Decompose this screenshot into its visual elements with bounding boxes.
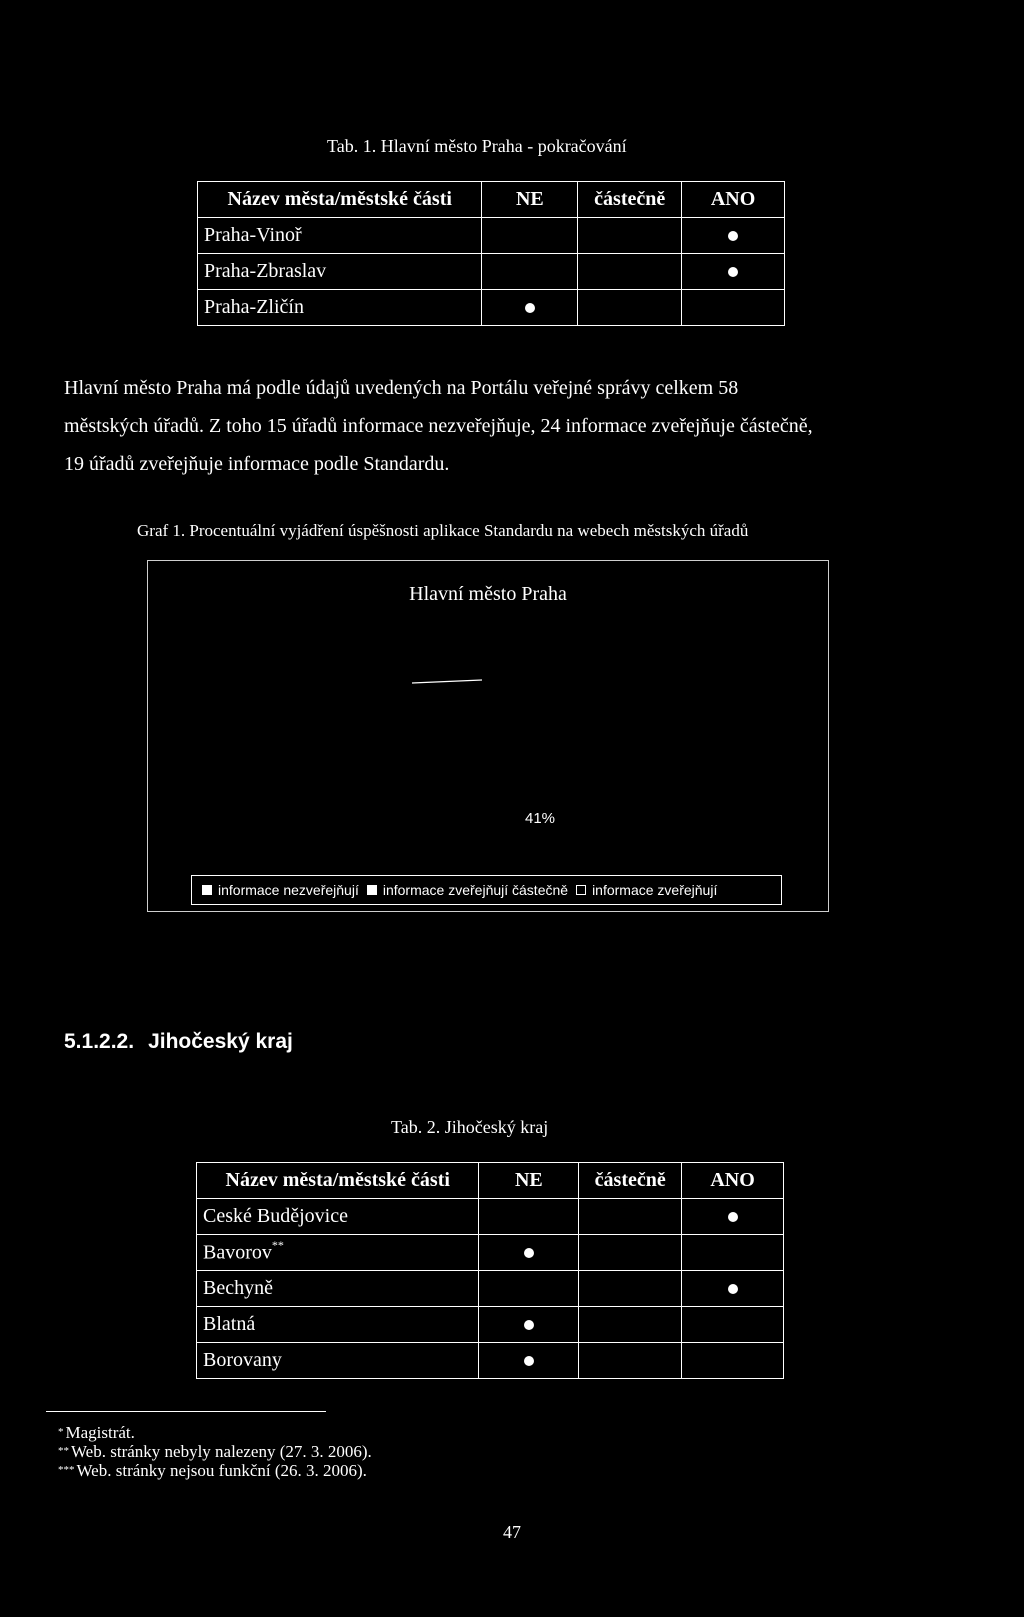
legend-swatch-icon [367,885,377,895]
legend-item [576,882,717,898]
table1-row [198,254,785,290]
table2-row-name: Borovany [203,1349,282,1371]
table1-row-name: Praha-Vinoř [204,224,302,246]
table2-cell-name [197,1235,479,1271]
table2-cell-ne [479,1235,579,1271]
table2-row-name: Blatná [203,1313,256,1335]
table2-cell-castecne [579,1235,682,1271]
table2-cell-name [197,1343,479,1379]
chart-legend [191,875,782,905]
table1-caption: Tab. 1. Hlavní město Praha - pokračování [327,136,627,156]
table2-cell-name [197,1199,479,1235]
table2-cell-ne [479,1199,579,1235]
table1-cell-name [198,218,482,254]
footnote [58,1442,372,1461]
table2-cell-ne [479,1343,579,1379]
table2-row [197,1199,784,1235]
table2-cell-castecne [579,1307,682,1343]
table2-row-name: Bechyně [203,1277,273,1299]
table1-header-ne: NE [482,182,578,218]
section-number: 5.1.2.2. [64,1030,135,1053]
table1-cell-castecne [578,218,682,254]
bullet-dot-icon [728,231,738,241]
table2 [196,1162,784,1379]
section-title: Jihočeský kraj [148,1030,293,1053]
table2-cell-name [197,1307,479,1343]
bullet-dot-icon [728,1284,738,1294]
table2-cell-ano [682,1343,784,1379]
bullet-dot-icon [524,1356,534,1366]
table2-row [197,1271,784,1307]
table1-cell-ne [482,290,578,326]
footnote [58,1423,372,1442]
footnote-text: Magistrát. [65,1423,135,1442]
table1-header-castecne: částečně [578,182,682,218]
table1-cell-ano [682,254,785,290]
legend-label: informace zveřejňují [592,882,718,898]
table2-header-row [197,1163,784,1199]
table2-cell-ne [479,1271,579,1307]
table1-cell-castecne [578,254,682,290]
table2-caption: Tab. 2. Jihočeský kraj [391,1117,549,1137]
table1-row [198,290,785,326]
table1-cell-name [198,290,482,326]
bullet-dot-icon [728,1212,738,1222]
table1-row-name: Praha-Zbraslav [204,260,327,282]
bullet-dot-icon [525,303,535,313]
pie-data-label: 41% [524,810,556,827]
table2-cell-name [197,1271,479,1307]
table2-cell-ano [682,1235,784,1271]
legend-label: informace zveřejňují částečně [382,882,569,898]
table2-header-castecne: částečně [579,1163,682,1199]
table2-cell-castecne [579,1343,682,1379]
footnote-mark: *** [58,1464,75,1476]
chart-title: Hlavní město Praha [409,583,567,605]
section-heading [64,1030,293,1054]
footnote-mark: ** [58,1445,69,1457]
body-paragraph [64,369,938,483]
footnote [58,1461,372,1480]
paragraph-line: 19 úřadů zveřejňuje informace podle Standardu. [64,453,450,475]
table1-header-name: Název města/městské části [198,182,482,218]
table2-row [197,1343,784,1379]
table2-row-footnote-marker: ** [271,1238,284,1253]
table2-row [197,1307,784,1343]
table2-cell-ano [682,1271,784,1307]
table2-row-name: Bavorov [203,1241,272,1264]
legend-swatch-icon [576,885,586,895]
graph-caption: Graf 1. Procentuální vyjádření úspěšnosti aplikace Standardu na webech městských úřadů [137,521,749,540]
table1-cell-castecne [578,290,682,326]
table1-cell-ano [682,218,785,254]
bullet-dot-icon [524,1248,534,1258]
table1-header-ano: ANO [682,182,785,218]
paragraph-line: městských úřadů. Z toho 15 úřadů informace nezveřejňuje, 24 informace zveřejňuje částečně, [64,415,813,437]
table1-row-name: Praha-Zličín [204,296,304,318]
legend-item [367,882,568,898]
table1-header-row [198,182,785,218]
footnote-mark: * [58,1426,64,1438]
table1-cell-name [198,254,482,290]
table2-cell-castecne [579,1271,682,1307]
table2-cell-castecne [579,1199,682,1235]
table1 [197,181,785,326]
table1-cell-ano [682,290,785,326]
table2-header-ano: ANO [682,1163,784,1199]
table1-cell-ne [482,254,578,290]
legend-label: informace nezveřejňují [218,882,359,898]
legend-item [202,882,359,898]
table2-header-name: Název města/městské části [197,1163,479,1199]
pie-slice [488,681,558,755]
table2-cell-ano [682,1307,784,1343]
table1-cell-ne [482,218,578,254]
chart-frame [147,560,829,912]
footnotes [58,1423,372,1480]
paragraph-line: Hlavní město Praha má podle údajů uvedených na Portálu veřejné správy celkem 58 [64,377,739,399]
footnote-divider [46,1411,326,1412]
footnote-text: Web. stránky nejsou funkční (26. 3. 2006). [76,1461,367,1480]
legend-swatch-icon [202,885,212,895]
table2-row-name: Ceské Budějovice [203,1205,348,1227]
footnote-text: Web. stránky nebyly nalezeny (27. 3. 2006). [71,1442,372,1461]
table1-row [198,218,785,254]
table2-cell-ano [682,1199,784,1235]
table2-header-ne: NE [479,1163,579,1199]
bullet-dot-icon [524,1320,534,1330]
table2-row [197,1235,784,1271]
page-number: 47 [503,1522,521,1542]
bullet-dot-icon [728,267,738,277]
table2-cell-ne [479,1307,579,1343]
pie-chart [148,561,828,871]
